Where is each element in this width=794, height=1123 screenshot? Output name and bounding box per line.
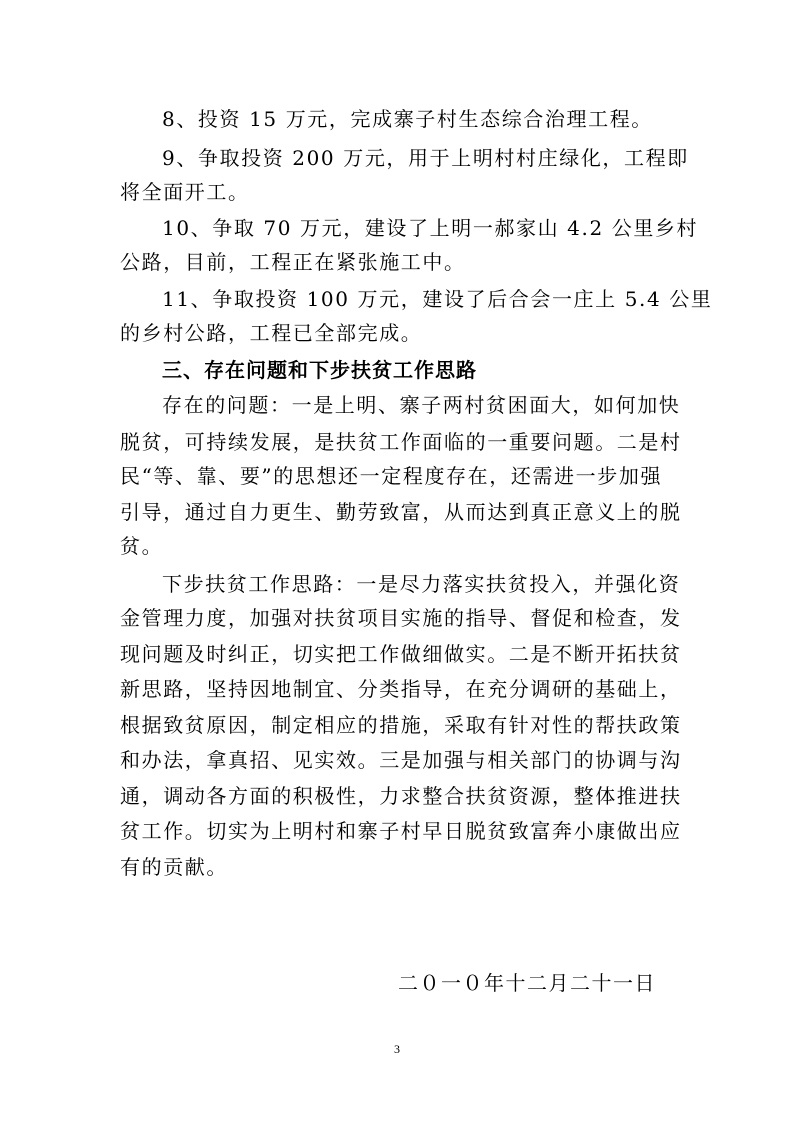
next-steps-line-4: 新思路，坚持因地制宜、分类指导，在充分调研的基础上，	[120, 677, 682, 701]
next-steps-line-8: 贫工作。切实为上明村和寨子村早日脱贫致富奔小康做出应	[120, 819, 682, 843]
item-11-line-2: 的乡村公路，工程已全部完成。	[120, 321, 423, 345]
page-number: 3	[394, 1042, 400, 1056]
problems-line-4: 引导，通过自力更生、勤劳致富，从而达到真正意义上的脱	[120, 500, 682, 524]
item-9-line-1: 9、争取投资 200 万元，用于上明村村庄绿化，工程即	[162, 146, 689, 170]
item-10-line-2: 公路，目前，工程正在紧张施工中。	[120, 250, 466, 274]
problems-line-3: 民“等、靠、要”的思想还一定程度存在，还需进一步加强	[120, 464, 663, 488]
item-11-line-1: 11、争取投资 100 万元，建设了后合会一庄上 5.4 公里	[162, 287, 713, 311]
problems-line-1: 存在的问题：一是上明、寨子两村贫困面大，如何加快	[162, 393, 681, 417]
problems-line-5: 贫。	[120, 534, 164, 558]
document-date: 二０一０年十二月二十一日	[398, 971, 656, 995]
item-8-line-1: 8、投资 15 万元，完成寨子村生态综合治理工程。	[162, 107, 653, 131]
next-steps-line-9: 有的贡献。	[120, 855, 228, 879]
next-steps-line-3: 现问题及时纠正，切实把工作做细做实。二是不断开拓扶贫	[120, 642, 682, 666]
next-steps-line-5: 根据致贫原因，制定相应的措施，采取有针对性的帮扶政策	[120, 713, 682, 737]
item-9-line-2: 将全面开工。	[120, 180, 250, 204]
problems-line-2: 脱贫，可持续发展，是扶贫工作面临的一重要问题。二是村	[120, 430, 682, 454]
next-steps-line-7: 通，调动各方面的积极性，力求整合扶贫资源，整体推进扶	[120, 784, 682, 808]
item-10-line-1: 10、争取 70 万元，建设了上明一郝家山 4.2 公里乡村	[162, 216, 699, 240]
next-steps-line-2: 金管理力度，加强对扶贫项目实施的指导、督促和检查，发	[120, 606, 682, 630]
next-steps-line-1: 下步扶贫工作思路：一是尽力落实扶贫投入，并强化资	[162, 572, 681, 596]
next-steps-line-6: 和办法，拿真招、见实效。三是加强与相关部门的协调与沟	[120, 748, 682, 772]
section-heading: 三、存在问题和下步扶贫工作思路	[162, 358, 477, 382]
